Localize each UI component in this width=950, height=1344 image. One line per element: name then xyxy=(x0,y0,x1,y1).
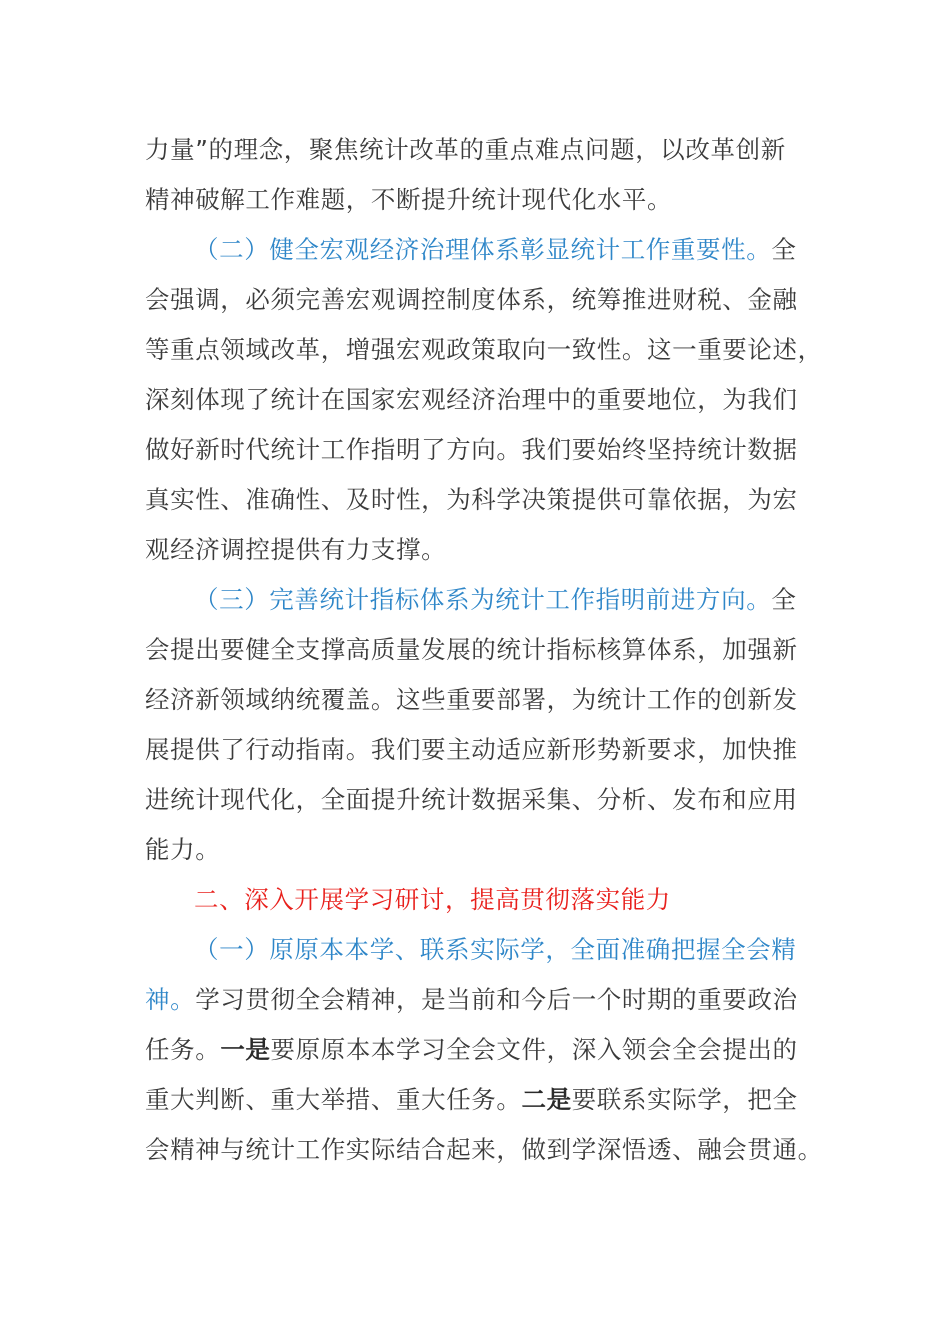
body-text: 会提出要健全支撑高质量发展的统计指标核算体系，加强新 xyxy=(145,635,798,664)
body-text: 能力。 xyxy=(145,835,221,864)
bold-marker: 一是 xyxy=(220,1035,271,1064)
paragraph-line xyxy=(145,325,823,375)
paragraph-line xyxy=(145,1075,805,1125)
paragraph-line xyxy=(145,425,805,475)
paragraph-line xyxy=(145,175,805,225)
paragraph-line xyxy=(145,1025,805,1075)
body-text: 力量”的理念，聚焦统计改革的重点难点问题，以改革创新 xyxy=(145,135,786,164)
subheading-line xyxy=(145,575,805,625)
paragraph-line xyxy=(145,825,805,875)
paragraph-line xyxy=(145,625,805,675)
body-text: 真实性、准确性、及时性，为科学决策提供可靠依据，为宏 xyxy=(145,485,798,514)
paragraph-line xyxy=(145,975,805,1025)
paragraph-line xyxy=(145,775,805,825)
body-text: 展提供了行动指南。我们要主动适应新形势新要求，加快推 xyxy=(145,735,798,764)
bold-marker: 二是 xyxy=(521,1085,572,1114)
body-text: 重大判断、重大举措、重大任务。 xyxy=(145,1085,522,1114)
paragraph-line xyxy=(145,125,805,175)
paragraph-line xyxy=(145,525,805,575)
paragraph-line xyxy=(145,275,805,325)
body-text: 观经济调控提供有力支撑。 xyxy=(145,535,447,564)
body-text: 全 xyxy=(771,585,797,614)
body-text: 要联系实际学，把全 xyxy=(571,1085,798,1114)
subheading-3: （三）完善统计指标体系为统计工作指明前进方向。 xyxy=(194,585,772,614)
body-text: 经济新领域纳统覆盖。这些重要部署，为统计工作的创新发 xyxy=(145,685,798,714)
subheading-2: （二）健全宏观经济治理体系彰显统计工作重要性。 xyxy=(194,235,772,264)
subheading-1-end: 神。 xyxy=(145,985,196,1014)
paragraph-line xyxy=(145,375,805,425)
body-text: 精神破解工作难题，不断提升统计现代化水平。 xyxy=(145,185,673,214)
paragraph-line xyxy=(145,675,805,725)
section-heading-line xyxy=(145,875,805,925)
body-text: 等重点领域改革，增强宏观政策取向一致性。这一重要论述， xyxy=(145,335,823,364)
body-text: 深刻体现了统计在国家宏观经济治理中的重要地位，为我们 xyxy=(145,385,798,414)
body-text: 会精神与统计工作实际结合起来，做到学深悟透、融会贯通。 xyxy=(145,1135,823,1164)
subheading-1: （一）原原本本学、联系实际学，全面准确把握全会精 xyxy=(194,935,797,964)
body-text: 进统计现代化，全面提升统计数据采集、分析、发布和应用 xyxy=(145,785,798,814)
body-text: 做好新时代统计工作指明了方向。我们要始终坚持统计数据 xyxy=(145,435,798,464)
body-text: 全 xyxy=(771,235,797,264)
paragraph-line xyxy=(145,1125,823,1175)
paragraph-line xyxy=(145,725,805,775)
body-text: 学习贯彻全会精神，是当前和今后一个时期的重要政治 xyxy=(195,985,798,1014)
subheading-line xyxy=(145,225,805,275)
paragraph-line xyxy=(145,475,805,525)
subheading-line xyxy=(145,925,805,975)
document-body xyxy=(145,125,823,1175)
body-text: 会强调，必须完善宏观调控制度体系，统筹推进财税、金融 xyxy=(145,285,798,314)
section-heading-2: 二、深入开展学习研讨，提高贯彻落实能力 xyxy=(194,885,671,914)
body-text: 任务。 xyxy=(145,1035,221,1064)
body-text: 要原原本本学习全会文件，深入领会全会提出的 xyxy=(270,1035,798,1064)
